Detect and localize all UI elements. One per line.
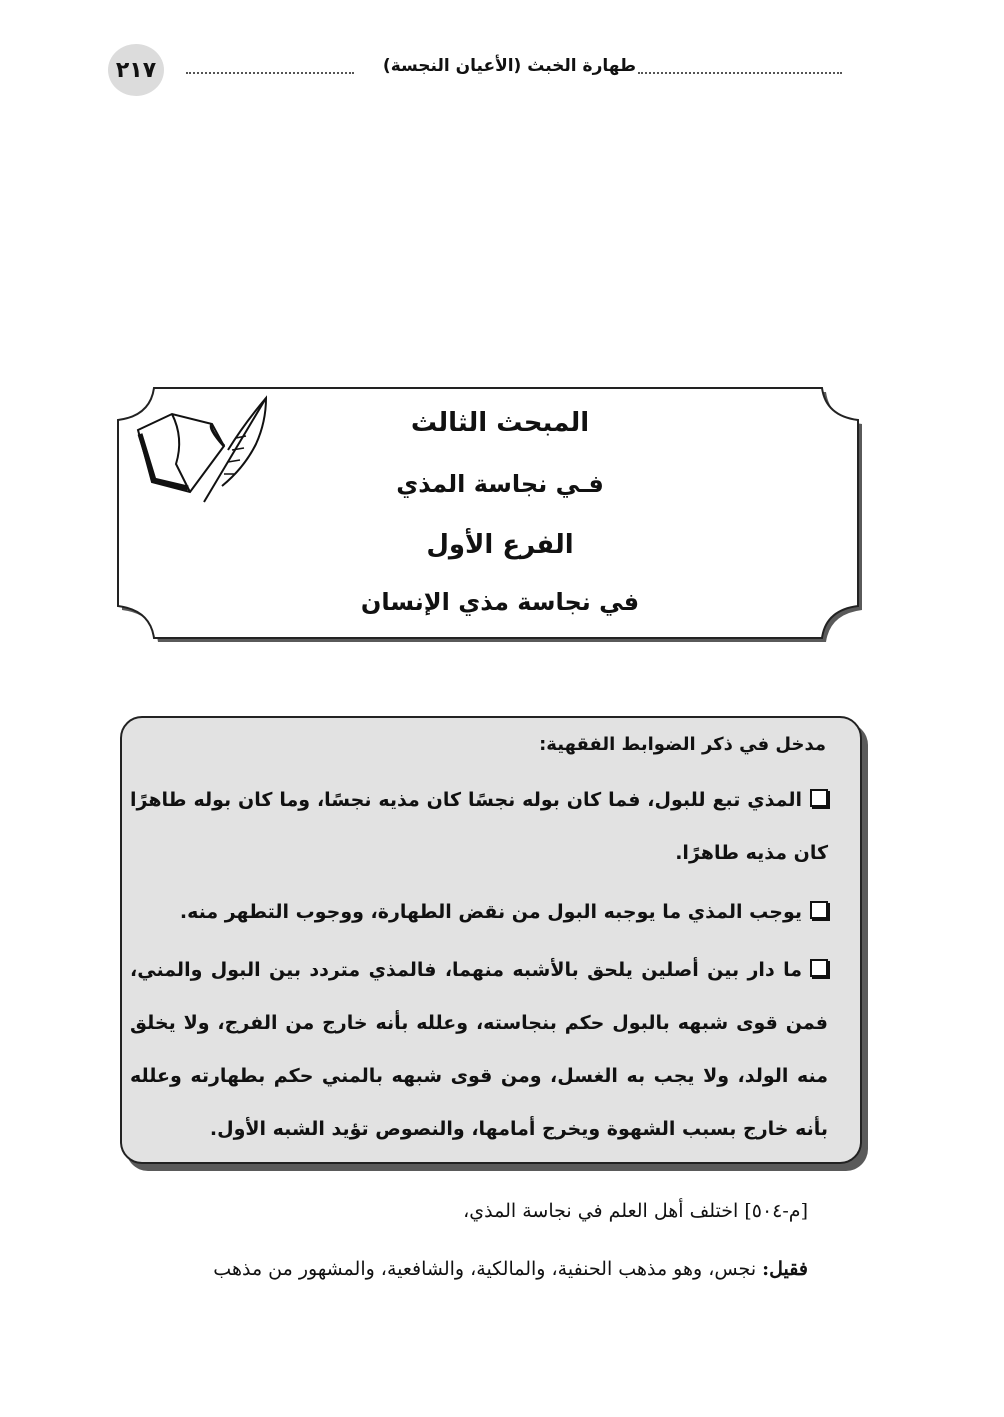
header-leader-dots-left (186, 72, 354, 74)
section-subtitle: في نجاسة مذي الإنسان (360, 588, 640, 616)
header-leader-dots-right (638, 72, 842, 74)
section-title: الفرع الأول (426, 530, 574, 560)
chapter-subtitle: فـي نجاسة المذي (396, 470, 604, 498)
checkbox-bullet-icon (810, 789, 828, 807)
rule-item-2 (130, 886, 828, 939)
rule-item-1-text: المذي تبع للبول، فما كان بوله نجسًا كان مذيه نجسًا، وما كان بوله طاهرًا كان مذيه طاهرًا. (130, 789, 828, 864)
body-paragraph-line-1: [م-٥٠٤] اختلف أهل العلم في نجاسة المذي، (463, 1200, 808, 1222)
rules-heading: مدخل في ذكر الضوابط الفقهية: (539, 734, 826, 755)
checkbox-bullet-icon (810, 959, 828, 977)
opinion-label: فقيل: (762, 1258, 808, 1280)
body-paragraph-line-2 (213, 1258, 808, 1280)
opinion-text: نجس، وهو مذهب الحنفية، والمالكية، والشافعية، والمشهور من مذهب (213, 1258, 763, 1280)
rule-item-3-text: ما دار بين أصلين يلحق بالأشبه منهما، فالمذي متردد بين البول والمني، فمن قوى شبهه بالبول حكم بنجاسته، وعلله بأنه خارج من الفرج، ولا يخلق منه الولد، ولا يجب به الغسل، ومن قوى شبهه بالمني حكم بطهارته وعلله بأنه خارج بسبب الشهوة ويخرج أمامها، والنصوص تؤيد الشبه الأول. (130, 959, 828, 1140)
rule-item-2-text: يوجب المذي ما يوجبه البول من نقض الطهارة، ووجوب التطهر منه. (179, 901, 802, 923)
rule-item-3 (130, 944, 828, 1156)
checkbox-bullet-icon (810, 901, 828, 919)
page-number: ٢١٧ (108, 44, 164, 96)
chapter-title: المبحث الثالث (410, 408, 590, 438)
running-title: طهارة الخبث (الأعيان النجسة) (382, 56, 636, 76)
rule-item-1 (130, 774, 828, 880)
